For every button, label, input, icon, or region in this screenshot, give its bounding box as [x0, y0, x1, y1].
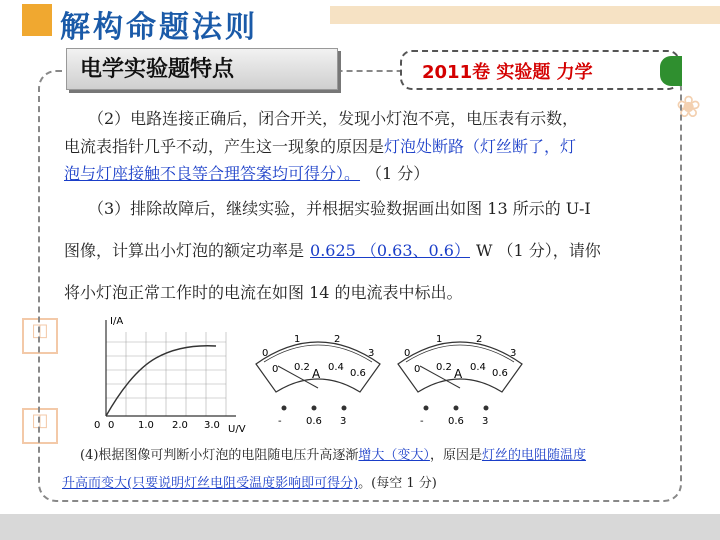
x-tick: 0 [108, 420, 115, 431]
p3-answer: 0.625 （0.63、0.6） [310, 241, 470, 260]
bottom-scale: 0.2 [294, 362, 310, 373]
terminal-label: 3 [340, 416, 347, 427]
section-tag-label: 电学实验题特点 [80, 57, 235, 82]
bottom-scale: 0.6 [492, 368, 508, 379]
p3-line3: 将小灯泡正常工作时的电流在如图 14 的电流表中标出。 [64, 283, 463, 302]
bottom-scale: 0.2 [436, 362, 452, 373]
seal-decoration: ◫ [22, 408, 58, 444]
top-scale: 0 [262, 348, 269, 359]
x-tick: 2.0 [172, 420, 188, 431]
top-scale: 3 [510, 348, 517, 359]
exam-tag-label: 2011卷 实验题 力学 [422, 62, 593, 83]
unit-label: A [454, 367, 463, 381]
terminal-label: - [278, 416, 282, 427]
terminal-label: 3 [482, 416, 489, 427]
y-axis-label: I/A [110, 316, 124, 327]
x-tick: 3.0 [204, 420, 220, 431]
ui-graph [86, 312, 246, 438]
p2-line1: （2）电路连接正确后，闭合开关，发现小灯泡不亮，电压表有示数， [88, 109, 579, 128]
p3-line2-suffix: W （1 分），请你 [475, 241, 601, 260]
ammeter-2 [392, 326, 528, 430]
top-scale: 2 [334, 334, 341, 345]
p2-score: （1 分） [374, 164, 430, 183]
top-scale: 1 [294, 334, 301, 345]
top-scale: 1 [436, 334, 443, 345]
x-axis-label: U/V [228, 424, 246, 435]
top-scale: 3 [368, 348, 375, 359]
p4-answer2b: 升高而变大(只要说明灯丝电阻受温度影响即可得分) [62, 476, 359, 491]
bottom-scale: 0.6 [350, 368, 366, 379]
bottom-band [0, 514, 720, 540]
unit-label: A [312, 367, 321, 381]
p4-score: 。(每空 1 分) [358, 476, 437, 491]
p4-line1 [80, 444, 586, 463]
page-title: 解构命题法则 [60, 10, 258, 45]
terminal-label: 0.6 [448, 416, 464, 427]
ammeter-1 [250, 326, 386, 430]
p2-line2 [64, 134, 576, 157]
origin-label: 0 [94, 420, 101, 431]
p4-line2 [62, 472, 437, 491]
p4-answer2a: 灯丝的电阻随温度 [481, 448, 586, 463]
x-tick: 1.0 [138, 420, 154, 431]
top-scale: 2 [476, 334, 483, 345]
title-decor-band [330, 6, 720, 24]
terminal-label: 0.6 [306, 416, 322, 427]
p2-line3 [64, 161, 429, 184]
exam-tag-marker [660, 56, 682, 86]
bottom-scale: 0.4 [470, 362, 486, 373]
top-scale: 0 [404, 348, 411, 359]
p4-answer1: 增大（变大） [358, 448, 430, 463]
p4-prefix: (4)根据图像可判断小灯泡的电阻随电压升高逐渐 [80, 448, 359, 463]
p4-mid: ，原因是 [429, 448, 482, 463]
seal-decoration: ◫ [22, 318, 58, 354]
side-decoration: ❀ [676, 90, 702, 125]
p2-answer-b: 泡与灯座接触不良等合理答案均可得分）。 [64, 164, 361, 183]
bottom-scale: 0 [272, 364, 279, 375]
p3-line2-prefix: 图像，计算出小灯泡的额定功率是 [64, 241, 305, 260]
terminal-label: - [420, 416, 424, 427]
p2-answer-a: 灯泡处断路（灯丝断了，灯 [384, 137, 577, 156]
p3-line2 [64, 238, 601, 261]
title-accent-square [22, 4, 52, 36]
p2-line2-prefix: 电流表指针几乎不动，产生这一现象的原因是 [64, 137, 385, 156]
bottom-scale: 0 [414, 364, 421, 375]
bottom-scale: 0.4 [328, 362, 344, 373]
p3-line1: （3）排除故障后，继续实验，并根据实验数据画出如图 13 所示的 U-I [88, 199, 591, 218]
